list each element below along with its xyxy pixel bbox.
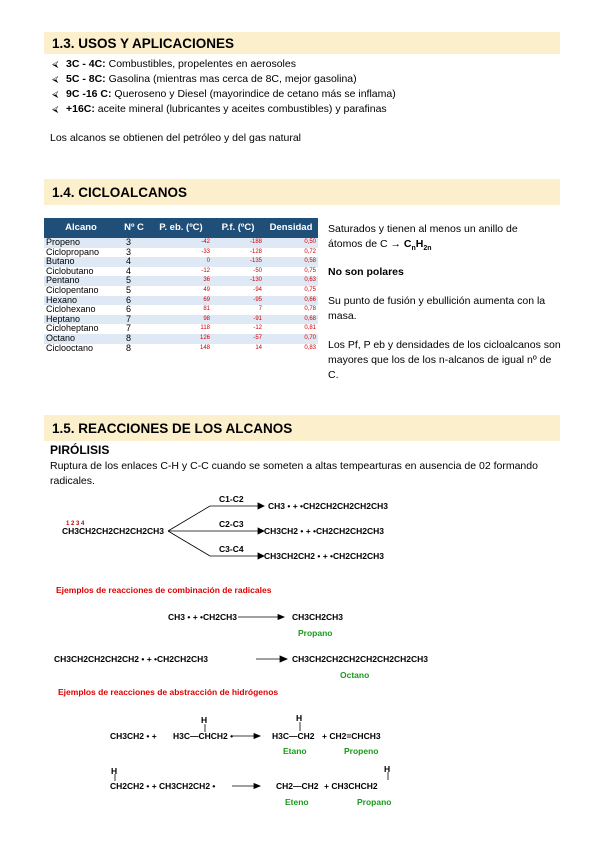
table-cell: 14 (255, 344, 262, 351)
table-cell: 36 (150, 276, 212, 286)
table-cell: -50 (253, 267, 262, 274)
table-cell: 6 (118, 296, 150, 306)
comb-r1-right: CH3CH2CH3 (292, 612, 344, 622)
table-cell: -42 (150, 238, 212, 248)
table-cell: Octano (44, 334, 118, 344)
table-cell: Ciclobutano (46, 265, 94, 276)
table-cell: 0,72 (304, 248, 316, 255)
table-cell: 4 (126, 265, 132, 276)
table-cell: -128 (249, 248, 262, 255)
table-cell: 5 (126, 284, 132, 295)
bullet-arrow-icon: ⮘ (52, 89, 59, 99)
table-cell: Cicloheptano (46, 323, 99, 334)
col-header: Alcano (44, 218, 118, 238)
table-cell: Butano (44, 257, 118, 267)
table-cell: 0,68 (264, 315, 318, 325)
ciclo-formula: $C_nH_{2n}$ (403, 238, 432, 253)
table-cell: 98 (150, 315, 212, 325)
table-cell: 3 (118, 238, 150, 248)
comb-r2-name: Octano (340, 670, 370, 680)
pirolisis-text: Ruptura de los enlaces C-H y C-C cuando se someten a altas tempearturas en ausencia de 02 formando radicales. (50, 460, 538, 487)
abs-r1-n1: Etano (283, 746, 307, 756)
usos-text: Combustibles, propelentes en aerosoles (105, 58, 296, 70)
table-cell: Hexano (44, 296, 118, 306)
comb-r2-left: CH3CH2CH2CH2CH2 • + •CH2CH2CH3 (54, 654, 209, 664)
abs-r2-n1: Eteno (285, 797, 309, 807)
table-cell: 0,50 (264, 238, 318, 248)
section-1-5-title: 1.5. REACCIONES DE LOS ALCANOS (52, 420, 293, 436)
table-cell: -135 (212, 257, 264, 267)
abs-r2-n2: Propano (357, 797, 392, 807)
usos-text: aceite mineral (lubricantes y aceites combustibles) y parafinas (94, 103, 387, 115)
table-cell: -33 (201, 248, 210, 255)
table-cell: 8 (126, 342, 132, 353)
section-1-4-title: 1.4. CICLOALCANOS (52, 184, 188, 200)
table-cell: -95 (212, 296, 264, 306)
table-cell: -188 (212, 238, 264, 248)
table-cell: 6 (126, 304, 132, 315)
table-cell: 7 (126, 323, 132, 334)
comb-r2-right: CH3CH2CH2CH2CH2CH2CH2CH3 (292, 654, 429, 664)
ciclo-line-1: Saturados y tienen al menos un anillo de (328, 223, 518, 235)
abs-h: H (384, 764, 391, 774)
usos-text: Queroseno y Diesel (mayorindice de cetano más se inflama) (111, 88, 396, 100)
abs-r2-d: + CH3CHCH2 (324, 781, 378, 791)
table-cell: 0,75 (304, 286, 316, 293)
arrow-icon: → (390, 238, 401, 250)
abs-h: H (296, 713, 303, 723)
abs-h: H (201, 715, 208, 725)
usos-range: 3C - 4C: (66, 58, 106, 70)
ciclo-text: átomos de C (328, 238, 388, 250)
branch-product: CH3 • + •CH2CH2CH2CH2CH3 (268, 501, 389, 511)
combinacion-title: Ejemplos de reacciones de combinación de radicales (56, 585, 272, 595)
table-cell: -12 (253, 325, 262, 332)
carbon-numbers-text: 1 2 3 4 (66, 521, 85, 527)
bullet-arrow-icon: ⮘ (52, 59, 59, 69)
table-cell: -12 (201, 267, 210, 274)
branch-product: CH3CH2 • + •CH2CH2CH2CH3 (264, 526, 385, 536)
table-cell: -57 (212, 334, 264, 344)
abs-r1-b: H3C—CHCH2 • (173, 731, 234, 741)
branch-product: CH3CH2CH2 • + •CH2CH2CH3 (264, 551, 385, 561)
ciclo-comparacion: Los Pf, P eb y densidades de los cicloalcanos son mayores que los de los n-alcanos de igual nº de C. (328, 339, 561, 381)
usos-range: 9C -16 C: (66, 88, 112, 100)
origen-text: Los alcanos se obtienen del petróleo y del gas natural (50, 132, 302, 144)
table-cell: Ciclopentano (46, 284, 99, 295)
table-cell: 0,66 (264, 296, 318, 306)
table-cell: 3 (126, 246, 132, 257)
table-cell: 0,58 (264, 257, 318, 267)
table-cell: 4 (118, 257, 150, 267)
branch-label: C2-C3 (219, 519, 244, 529)
table-cell: 0,78 (304, 306, 316, 313)
table-cell: 118 (200, 325, 210, 332)
abs-r1-n2: Propeno (344, 746, 379, 756)
comb-r1-left: CH3 • + •CH2CH3 (168, 612, 238, 622)
table-cell: 81 (203, 306, 210, 313)
abs-r1-a: CH3CH2 • + (110, 731, 157, 741)
table-cell: Propeno (44, 238, 118, 248)
usos-range: +16C: (66, 103, 95, 115)
comb-r1-name: Propano (298, 628, 333, 638)
table-cell: 148 (199, 344, 210, 351)
table-cell: Ciclopropano (46, 246, 100, 257)
table-cell: Pentano (44, 276, 118, 286)
table-cell: 5 (118, 276, 150, 286)
col-header: P. eb. (ºC) (150, 218, 212, 238)
bullet-arrow-icon: ⮘ (52, 74, 59, 84)
table-cell: -130 (212, 276, 264, 286)
section-1-3-title: 1.3. USOS Y APLICACIONES (52, 35, 235, 51)
table-cell: 69 (150, 296, 212, 306)
table-cell: 0,75 (304, 267, 316, 274)
table-cell: -94 (253, 286, 262, 293)
abs-r1-d: + CH2=CHCH3 (322, 731, 381, 741)
pirolisis-reactant: CH3CH2CH2CH2CH2CH3 (62, 526, 165, 536)
usos-text: Gasolina (mientras mas cerca de 8C, mejor gasolina) (105, 73, 357, 85)
table-cell: Ciclooctano (46, 342, 94, 353)
table-cell: 7 (258, 306, 262, 313)
table-cell: 0 (150, 257, 212, 267)
branch-label: C3-C4 (219, 544, 244, 554)
table-cell: 0,81 (304, 325, 316, 332)
ciclo-no-polares: No son polares (328, 266, 404, 278)
ciclo-fusion: Su punto de fusión y ebullición aumenta con la masa. (328, 295, 546, 322)
table-cell: Ciclohexano (46, 304, 96, 315)
table-cell: Heptano (44, 315, 118, 325)
table-cell: 126 (150, 334, 212, 344)
bullet-arrow-icon: ⮘ (52, 104, 59, 114)
table-cell: 49 (203, 286, 210, 293)
usos-range: 5C - 8C: (66, 73, 106, 85)
col-header: Nº C (118, 218, 150, 238)
abstraccion-title: Ejemplos de reacciones de abstracción de hidrógenos (58, 687, 279, 697)
table-cell: 0,83 (304, 344, 316, 351)
abs-h: H (111, 766, 118, 776)
col-header: P.f. (ºC) (212, 218, 264, 238)
table-cell: 0,63 (264, 276, 318, 286)
abs-r2-a: CH2CH2 • + CH3CH2CH2 • (110, 781, 216, 791)
abs-r1-c: H3C—CH2 (272, 731, 315, 741)
table-cell: 0,70 (264, 334, 318, 344)
abs-r2-c: CH2—CH2 (276, 781, 319, 791)
table-cell: 7 (118, 315, 150, 325)
pirolisis-title: PIRÓLISIS (50, 443, 110, 457)
branch-label: C1-C2 (219, 494, 244, 504)
table-cell: -91 (212, 315, 264, 325)
table-cell: 8 (118, 334, 150, 344)
col-header: Densidad (264, 218, 318, 238)
